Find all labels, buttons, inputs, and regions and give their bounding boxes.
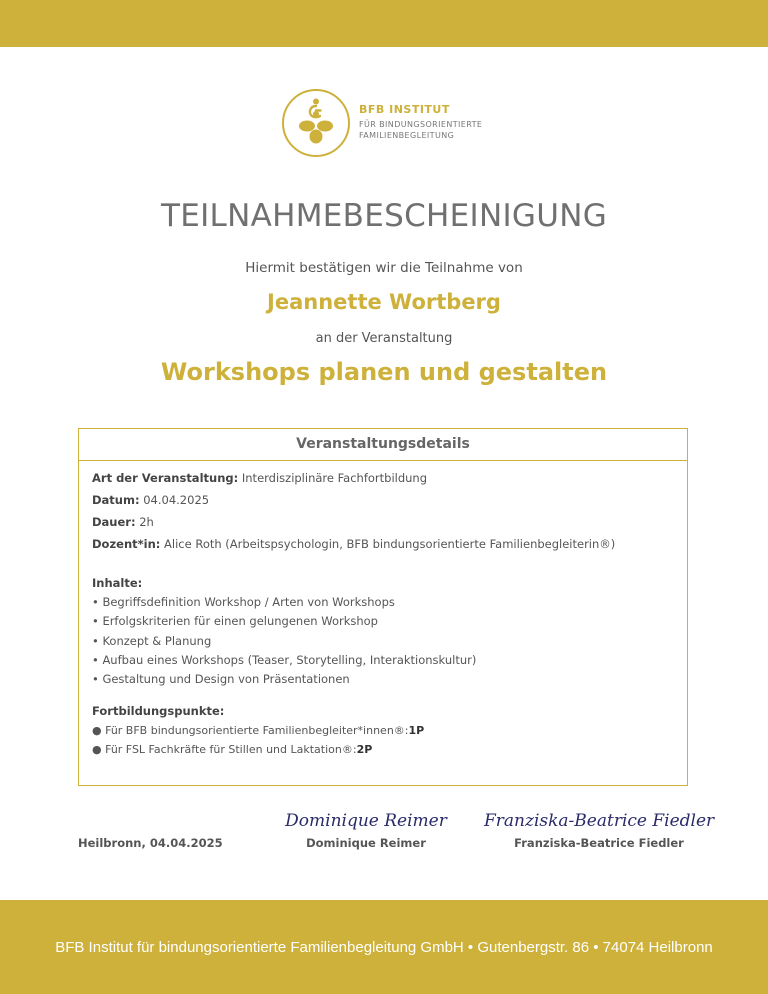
points-value: 1P [408,724,425,738]
points-text: ● Für BFB bindungsorientierte Familienbegleiter*innen®: [92,724,409,738]
detail-value-type: Interdisziplinäre Fachfortbildung [241,471,428,485]
list-item: • Erfolgskriterien für einen gelungenen Workshop [92,614,378,629]
certificate-heading: TEILNAHMEBESCHEINIGUNG [160,198,608,234]
top-decorative-bar [0,0,768,47]
detail-label-lecturer: Dozent*in: [92,537,161,551]
event-title: Workshops planen und gestalten [160,358,608,386]
logo-subtitle-line2: FAMILIENBEGLEITUNG [359,131,455,140]
contents-label: Inhalte: [92,576,143,590]
footer-bar [0,900,768,994]
list-item: • Begriffsdefinition Workshop / Arten von Workshops [92,595,395,609]
signature-dominique-reimer: Dominique Reimer [285,811,447,831]
logo-subtitle-line1: FÜR BINDUNGSORIENTIERTE [359,120,483,129]
participant-name: Jeannette Wortberg [267,290,501,314]
logo-title: BFB INSTITUT [359,103,450,116]
points-item-fsl [92,740,674,759]
points-value: 2P [356,743,373,757]
confirm-text: Hiermit bestätigen wir die Teilnahme von [245,260,523,276]
detail-label-type: Art der Veranstaltung: [92,471,239,485]
list-item: • Aufbau eines Workshops (Teaser, Storytelling, Interaktionskultur) [92,652,477,667]
detail-label-date: Datum: [92,493,140,507]
detail-row-date [92,489,674,511]
bfb-circle-logo-icon [281,88,351,158]
points-item-bfb [92,721,674,740]
signer-name-2: Franziska-Beatrice Fiedler [514,836,684,850]
logo [281,88,521,160]
detail-label-duration: Dauer: [92,515,136,529]
list-item: • Gestaltung und Design von Präsentationen [92,672,350,687]
signer-name-1: Dominique Reimer [306,836,426,850]
detail-value-date: 04.04.2025 [143,493,210,507]
detail-value-lecturer: Alice Roth (Arbeitspsychologin, BFB bindungsorientierte Familienbegleiterin®) [164,537,616,551]
place-date: Heilbronn, 04.04.2025 [78,836,223,850]
event-intro: an der Veranstaltung [315,331,453,346]
detail-row-lecturer [92,533,674,555]
points-label: Fortbildungspunkte: [92,704,225,719]
detail-value-duration: 2h [139,515,154,529]
list-item: • Konzept & Planung [92,633,212,648]
event-details-box [78,428,688,786]
points-text: ● Für FSL Fachkräfte für Stillen und Laktation®: [92,743,357,757]
details-body [79,461,687,759]
detail-row-duration [92,511,674,533]
details-header: Veranstaltungsdetails [79,429,687,461]
footer-address: BFB Institut für bindungsorientierte Familienbegleitung GmbH • Gutenbergstr. 86 • 74074 Heilbronn [55,938,713,956]
signature-franziska-beatrice-fiedler: Franziska-Beatrice Fiedler [484,811,715,831]
detail-row-type [92,467,674,489]
